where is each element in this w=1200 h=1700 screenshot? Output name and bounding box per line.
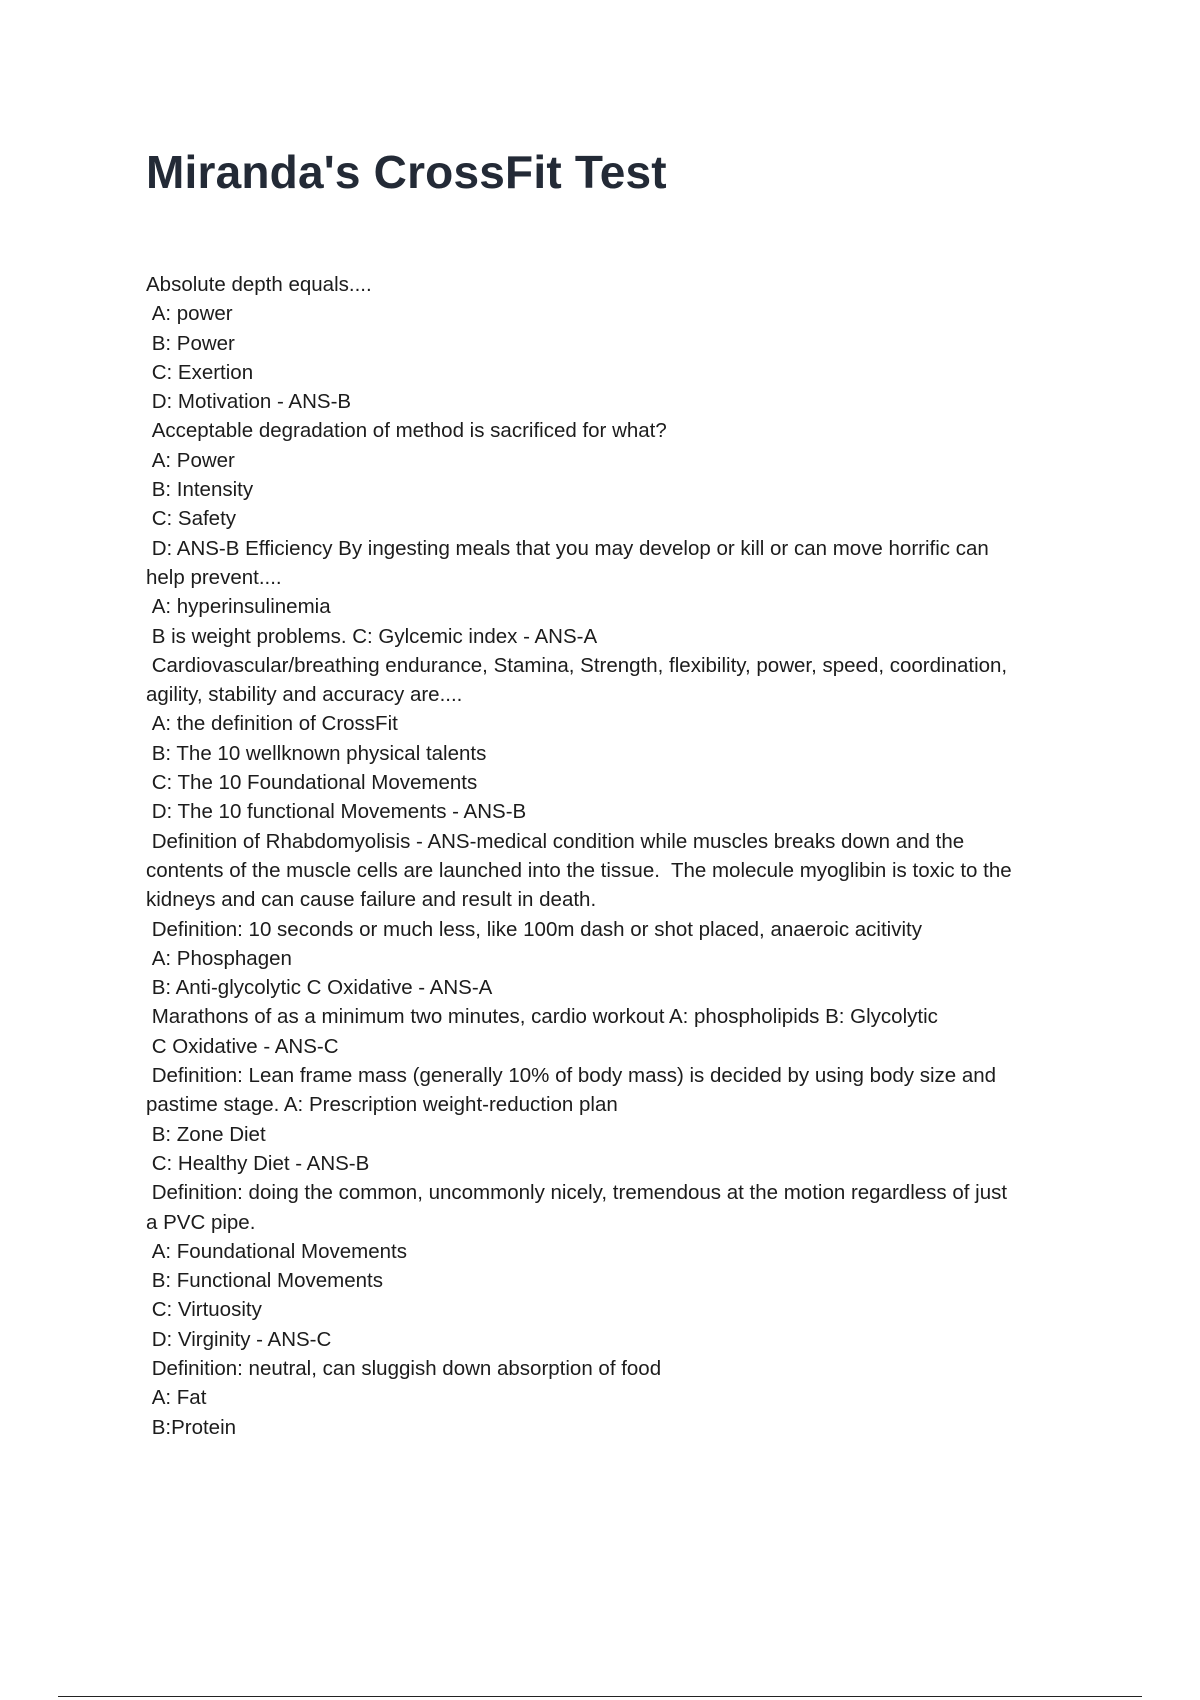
text-line: B: Intensity [146,478,254,502]
text-line: A: power [146,302,233,326]
text-line: B:Protein [146,1415,237,1439]
text-line: C: Exertion [146,360,254,384]
text-line: B: The 10 wellknown physical talents [146,741,487,765]
text-line: C Oxidative - ANS-C [146,1034,339,1058]
text-line: A: hyperinsulinemia [146,595,331,619]
text-line: C: Safety [146,507,237,531]
document-body [146,270,1086,1442]
text-line: Definition: Lean frame mass (generally 10% of body mass) is decided by using body size and [146,1064,997,1088]
text-line: Definition: doing the common, uncommonly nicely, tremendous at the motion regardless of just [146,1181,1008,1205]
text-line: Definition of Rhabdomyolisis - ANS-medical condition while muscles breaks down and the [146,829,965,853]
text-line: A: the definition of CrossFit [146,712,398,736]
text-line: help prevent.... [146,565,282,589]
text-line: D: The 10 functional Movements - ANS-B [146,800,527,824]
text-line: Acceptable degradation of method is sacrificed for what? [146,419,667,443]
text-line: A: Power [146,448,235,472]
text-line: B: Power [146,331,235,355]
text-line: D: Motivation - ANS-B [146,390,352,414]
text-line: contents of the muscle cells are launched into the tissue. The molecule myoglibin is toxic to the [146,858,1012,882]
text-line: B: Zone Diet [146,1122,266,1146]
text-line: C: Healthy Diet - ANS-B [146,1151,370,1175]
text-line: agility, stability and accuracy are.... [146,683,463,707]
text-line: A: Fat [146,1386,207,1410]
text-line: C: The 10 Foundational Movements [146,771,478,795]
text-line: pastime stage. A: Prescription weight-reduction plan [146,1093,618,1117]
text-line: Cardiovascular/breathing endurance, Stamina, Strength, flexibility, power, speed, coordination, [146,653,1008,677]
text-line: A: Phosphagen [146,946,292,970]
text-line: A: Foundational Movements [146,1239,407,1263]
text-line: D: Virginity - ANS-C [146,1327,332,1351]
text-line: Definition: 10 seconds or much less, like 100m dash or shot placed, anaeroic acitivity [146,917,922,941]
text-line: Absolute depth equals.... [146,273,372,296]
text-line: a PVC pipe. [146,1210,256,1234]
text-line: B: Functional Movements [146,1269,383,1293]
text-line: Definition: neutral, can sluggish down absorption of food [146,1356,662,1380]
text-line: C: Virtuosity [146,1298,262,1322]
text-line: B: Anti-glycolytic C Oxidative - ANS-A [146,976,493,1000]
text-line: kidneys and can cause failure and result in death. [146,888,597,912]
footer-divider [58,1696,1142,1697]
page-title: Miranda's CrossFit Test [146,146,667,198]
text-line: D: ANS-B Efficiency By ingesting meals that you may develop or kill or can move horrific can [146,536,989,560]
text-line: B is weight problems. C: Gylcemic index - ANS-A [146,624,598,648]
text-line: Marathons of as a minimum two minutes, cardio workout A: phospholipids B: Glycolytic [146,1005,938,1029]
